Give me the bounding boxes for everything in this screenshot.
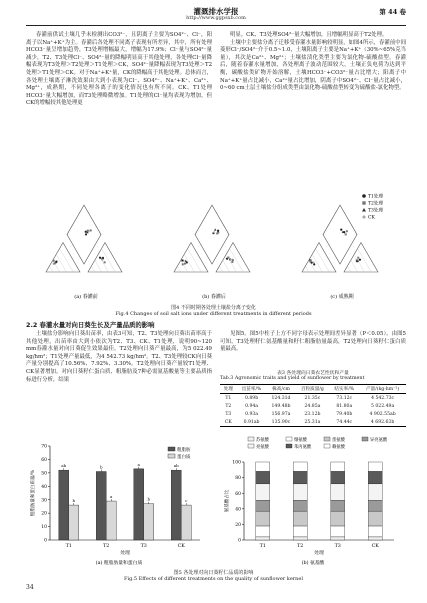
stacked-segment <box>256 526 270 537</box>
table-cell: 4 902.55ab <box>369 411 396 417</box>
piper-anion-triangle <box>216 243 250 272</box>
legend-label: CK <box>368 215 375 221</box>
piper-point <box>182 263 184 265</box>
piper-point <box>54 262 56 264</box>
legend-swatch <box>248 444 254 448</box>
piper-grid-line <box>354 254 364 272</box>
stacked-segment <box>256 462 270 471</box>
significance-letter: b <box>72 498 76 504</box>
column-header: 产量/(kg·hm⁻²) <box>366 387 400 392</box>
table-cell: CK <box>224 419 232 425</box>
stacked-segment <box>368 526 382 537</box>
table3-caption-cn: 表3 各处理向日葵农艺性状和产量 <box>277 371 349 376</box>
table-row <box>220 402 406 410</box>
table-cell: 124.31d <box>271 395 291 401</box>
column-header: 结实率/% <box>334 387 355 392</box>
paragraph: 土壤中主要盐分离子迁移受春灌水量影响较明显，如图4所示，春灌前中间菱形Cl⁻/SO4²⁻介于0.5~1.0，土壤阳离子主要是Na⁺+K⁺（30%~65%克当量），其次是Ca²⁺、Mg²⁺；土壤盐渍化类型主要为氯化物-硫酸盐型。春灌后，随着春灌水量增加，各处理离子波动范围较大，土壤正负电荷为达到平衡，碳酸盐类矿物开始溶解，土壤HCO3⁻+CO3²⁻量占比增大；阳离子中Na⁺+K⁺量占比减小，Ca²⁺量占比增加，阴离子中SO4²⁻、Cl⁻量占比减小，0~60 cm土层土壤盐分组成类型由氯化物-硫酸盐型转变为硫酸盐-氯化物型。 <box>220 39 406 92</box>
body-left-column-2 <box>26 331 212 384</box>
piper-point <box>184 263 186 265</box>
table-cell: 4 542.73c <box>371 395 395 401</box>
y-tick-label: 10 <box>41 525 47 531</box>
x-axis-label: 处理 <box>314 551 324 556</box>
x-tick-label: T2 <box>297 544 304 549</box>
piper-cation-triangle <box>46 243 80 272</box>
y-tick-label: 0 <box>44 538 47 544</box>
legend-label: 赖氨酸 <box>332 444 345 450</box>
table-cell: 149.48b <box>271 403 291 409</box>
piper-point <box>214 228 216 230</box>
stacked-segment <box>293 537 307 540</box>
stacked-segment <box>256 500 270 511</box>
stacked-segment <box>368 500 382 511</box>
legend-item-t2 <box>362 200 383 207</box>
y-axis-label: 粗脂肪量和蛋白质量/% <box>31 469 36 517</box>
stacked-segment <box>256 511 270 526</box>
piper-point <box>346 230 348 232</box>
table-header-row <box>220 385 406 394</box>
figure4-caption-cn: 图4 不同时期各处理土壤盐分离子变化 <box>171 305 256 311</box>
piper-cation-triangle <box>302 243 336 272</box>
legend-item-ck <box>362 215 375 221</box>
legend-label: 苯丙氨酸 <box>294 444 312 450</box>
piper-grid-line <box>91 266 94 272</box>
body-left-column <box>26 32 212 108</box>
piper-grid-line <box>223 260 230 272</box>
table-cell: 135.90c <box>271 419 291 425</box>
piper-point <box>185 260 187 262</box>
y-tick-label: 80 <box>235 476 241 482</box>
legend-label: 缬氨酸 <box>294 437 307 443</box>
y-tick-label: 100 <box>232 460 241 466</box>
piper-point <box>53 260 55 262</box>
piper-diagram-c <box>302 205 378 272</box>
y-tick-label: 40 <box>41 484 47 490</box>
piper-point <box>99 257 101 259</box>
table-cell: 73.12c <box>336 395 353 401</box>
table-cell: 21.35c <box>304 395 321 401</box>
y-tick-label: 60 <box>41 458 47 464</box>
table-cell: 0.91ab <box>243 419 260 425</box>
figure5a-bar-chart <box>26 432 212 568</box>
piper-point <box>232 258 234 260</box>
legend-label: 粗脂肪 <box>177 447 191 453</box>
x-tick-label: T2 <box>103 544 110 549</box>
bar <box>144 504 154 540</box>
piper-grid-line <box>177 266 180 272</box>
y-tick-label: 0 <box>238 538 241 544</box>
stacked-segment <box>368 471 382 483</box>
bar <box>181 505 191 540</box>
x-tick-label: T1 <box>65 544 72 549</box>
figure5b-stacked-bar-chart <box>220 432 406 568</box>
stacked-segment <box>256 537 270 540</box>
table-row <box>220 410 406 418</box>
piper-point <box>85 231 87 233</box>
table-cell: 0.89b <box>244 395 259 401</box>
piper-grid-line <box>219 266 222 272</box>
piper-point <box>104 261 106 263</box>
table-row <box>220 418 406 427</box>
piper-point <box>181 259 183 261</box>
significance-letter: b <box>147 496 151 502</box>
y-tick-label: 30 <box>41 498 47 504</box>
bar <box>69 505 79 540</box>
piper-anion-triangle <box>88 243 122 272</box>
legend-label: T1处理 <box>368 194 383 200</box>
table-cell: 0.94a <box>245 403 259 409</box>
section-heading: 2.2 春灌水量对向日葵生长及产量品质的影响 <box>26 321 155 329</box>
piper-point <box>227 257 229 259</box>
piper-grid-line <box>188 248 202 272</box>
figure5-caption-en: Fig.5 Effects of different treatments on the quality of sunflower kernel <box>124 576 303 582</box>
stacked-segment <box>256 484 270 500</box>
significance-letter: a <box>110 494 113 500</box>
header-rule <box>26 25 406 26</box>
table-cell: 0.93a <box>245 411 259 417</box>
bar <box>59 470 69 540</box>
stacked-segment <box>331 500 345 511</box>
stacked-segment <box>293 471 307 483</box>
table-cell: 74.44c <box>336 419 353 425</box>
x-tick-label: T3 <box>334 544 341 549</box>
piper-diamond <box>195 205 229 264</box>
figure4-piper-diagrams <box>26 174 406 302</box>
table-cell: 23.12b <box>304 411 321 417</box>
piper-point <box>343 231 345 233</box>
significance-letter: ab <box>173 463 179 469</box>
piper-point <box>312 261 314 263</box>
table-cell: T3 <box>225 411 232 417</box>
stacked-segment <box>368 537 382 540</box>
stacked-segment <box>331 526 345 537</box>
legend-swatch <box>286 437 292 441</box>
stacked-segment <box>331 537 345 540</box>
legend-label: T2处理 <box>368 201 383 207</box>
x-tick-label: CK <box>371 544 379 549</box>
stacked-segment <box>293 484 307 500</box>
piper-point <box>357 257 359 259</box>
piper-diamond <box>67 205 101 264</box>
x-tick-label: T1 <box>259 544 266 549</box>
running-header <box>26 6 406 28</box>
figure5-caption-cn: 图5 各处理对向日葵籽仁品质的影响 <box>173 570 254 576</box>
paragraph: 见图5。图5中柱子上方不同字母表示处理间差异显著（P＜0.05）。由图5可知，T3处理籽仁氨基酸量和籽仁粗脂肪量最高，T2处理向日葵籽仁蛋白质量最高。 <box>220 331 406 353</box>
y-tick-label: 60 <box>235 491 241 497</box>
piper-point <box>85 233 87 235</box>
legend-swatch <box>168 454 175 458</box>
bar <box>171 470 181 540</box>
stacked-segment <box>293 462 307 471</box>
journal-title: 灌溉排水学报 <box>193 7 239 16</box>
piper-cation-triangle <box>174 243 208 272</box>
piper-point <box>216 232 218 234</box>
legend-item-t3 <box>362 207 383 214</box>
column-header: 百粒质量/g <box>300 387 324 392</box>
y-tick-label: 40 <box>235 507 241 513</box>
x-tick-label: CK <box>177 544 185 549</box>
table-cell: T2 <box>225 403 232 409</box>
piper-point <box>217 230 219 232</box>
legend-swatch <box>168 447 175 451</box>
y-tick-label: 20 <box>41 511 47 517</box>
significance-letter: a <box>137 461 140 467</box>
piper-grid-line <box>49 266 52 272</box>
piper-grid-line <box>347 266 350 272</box>
table3 <box>220 384 406 427</box>
y-tick-label: 20 <box>235 523 241 528</box>
piper-anion-triangle <box>344 243 378 272</box>
column-header: 处理 <box>223 387 233 392</box>
significance-letter: b <box>99 464 103 470</box>
stacked-segment <box>368 511 382 526</box>
piper-point <box>231 261 233 263</box>
legend-label: 苏氨酸 <box>256 437 269 443</box>
x-axis-label: 处理 <box>120 551 130 556</box>
table-cell: 24.85a <box>304 403 321 409</box>
paragraph: 明显。CK、T3处理SO4²⁻量大幅增加，且增幅明显高于T2处理。 <box>230 32 388 38</box>
table-cell: 79.40b <box>336 411 353 417</box>
y-tick-label: 50 <box>41 471 47 477</box>
table-cell: 4 692.63b <box>370 419 395 425</box>
x-tick-label: T3 <box>140 544 147 549</box>
stacked-segment <box>368 484 382 500</box>
panel-label: (a) 粗脂肪量和蛋白质 <box>95 561 143 566</box>
figure4-legend <box>362 193 383 221</box>
piper-grid-line <box>56 254 66 272</box>
stacked-segment <box>331 484 345 500</box>
piper-grid-line <box>316 248 330 272</box>
piper-grid-line <box>60 248 74 272</box>
legend-label: 蛋氨酸 <box>332 437 345 443</box>
column-header: 株高/cm <box>272 387 290 392</box>
piper-grid-line <box>305 266 308 272</box>
piper-point <box>87 230 89 232</box>
piper-point <box>359 259 361 261</box>
piper-point <box>340 229 342 231</box>
column-header: 出苗率/% <box>241 387 262 392</box>
table-row <box>220 394 406 403</box>
volume-number: 第 44 卷 <box>379 8 406 16</box>
stacked-segment <box>293 511 307 526</box>
stacked-segment <box>293 500 307 511</box>
panel-label-a: (a) 春灌前 <box>74 294 98 300</box>
body-right-column-2 <box>220 331 406 354</box>
stacked-segment <box>331 511 345 526</box>
piper-point <box>90 229 92 231</box>
bar <box>96 472 106 540</box>
legend-swatch <box>286 444 292 448</box>
piper-diamond <box>323 205 357 264</box>
legend-swatch <box>362 437 368 441</box>
legend-label: 蛋白质 <box>177 454 191 460</box>
table-cell: T1 <box>225 395 232 401</box>
y-axis-label: 氨基酸占比 <box>225 489 230 513</box>
piper-point <box>310 259 312 261</box>
legend-swatch <box>248 437 254 441</box>
piper-diagram-b <box>174 205 250 272</box>
piper-grid-line <box>95 260 102 272</box>
paragraph: 春灌前供试土壤几乎未检测出CO3²⁻，且阴离子主要为SO4²⁻、Cl⁻，阳离子以Na⁺+K⁺为主。春灌后各处理不同离子表现有所差异，其中，所有处理HCO3⁻量呈增加趋势，T3处理增幅最大，增幅为17.9%；Cl⁻量与SO4²⁻量减少，T2、T3处理Cl⁻、SO4²⁻量的降幅明显高于其他处理，各处理Cl⁻量降幅表现为T3处理＞T2处理＞T1处理＞CK，SO4²⁻量降幅表现为T3处理＞T2处理＞T1处理＞CK。对于Na⁺+K⁺量，CK的降幅高于其他处理。总体而言，各处理土壤离子淋洗效果由大到小表现为Cl⁻、SO4²⁻、Na⁺+K⁺、Ca²⁺、Mg²⁺，成熟期，不同处理各离子的变化情况也有所不同。CK、T1处理HCO3⁻量大幅增加，而T3处理略微增加。T1处理的Cl⁻量均表现为增加，但CK的增幅较其他处理更 <box>26 32 212 107</box>
piper-diagram-a <box>46 205 122 272</box>
figure4-caption-en: Fig.4 Changes of soil salt ions under different treatments in different periods <box>115 311 312 317</box>
legend-label: T3处理 <box>368 208 383 214</box>
panel-label: (b) 氨基酸 <box>301 561 325 566</box>
legend-item-t1 <box>362 193 383 200</box>
table3-caption-en: Tab.3 Agronomic traits and yield of sunflower by treatment <box>220 376 365 381</box>
legend-swatch <box>324 437 330 441</box>
piper-point <box>313 263 315 265</box>
significance-letter: c <box>185 498 188 504</box>
y-tick-label: 70 <box>41 444 47 450</box>
table-cell: 156.97a <box>271 411 291 417</box>
bar <box>106 501 116 540</box>
stacked-segment <box>368 462 382 471</box>
piper-point <box>55 260 57 262</box>
piper-grid-line <box>102 248 116 272</box>
stacked-segment <box>256 471 270 483</box>
stacked-segment <box>331 462 345 471</box>
legend-swatch <box>324 444 330 448</box>
bar <box>134 469 144 540</box>
panel-label-c: (c) 成熟期 <box>330 294 354 300</box>
legend-label: 异亮氨酸 <box>370 437 388 443</box>
paragraph: 土壤盐分影响向日葵出苗率，由表3可知，T2、T3处理向日葵出苗率高于其他处理，出苗率由大到小依次为T2、T3、CK、T1处理，说明90~120 mm春灌水量对向日葵促生效果最佳。T2处理向日葵产量最高，为5 022.49 kg/hm²；T1处理产量最低，为4 542.73 kg/hm²。T2、T3处理较CK向日葵产量分别提高了10.56%、7.92%、3.30%。T2处理向日葵产量较T1处理、CK显著增加。对向日葵籽仁蛋白质、粗脂肪及7种必需氨基酸量等主要品质指标进行分析，结果 <box>26 331 212 383</box>
journal-url[interactable]: http://www.ggpsxb.com <box>186 15 246 21</box>
stacked-segment <box>331 471 345 483</box>
stacked-segment <box>293 526 307 537</box>
panel-label-b: (b) 春灌后 <box>202 294 226 300</box>
significance-letter: ab <box>61 463 67 469</box>
body-right-column <box>220 32 406 93</box>
table-cell: 25.31a <box>304 419 321 425</box>
table-cell: 5 022.49a <box>371 403 395 409</box>
table-cell: 81.80a <box>336 403 353 409</box>
legend-label: 亮氨酸 <box>256 444 269 450</box>
page-number: 34 <box>26 584 34 591</box>
